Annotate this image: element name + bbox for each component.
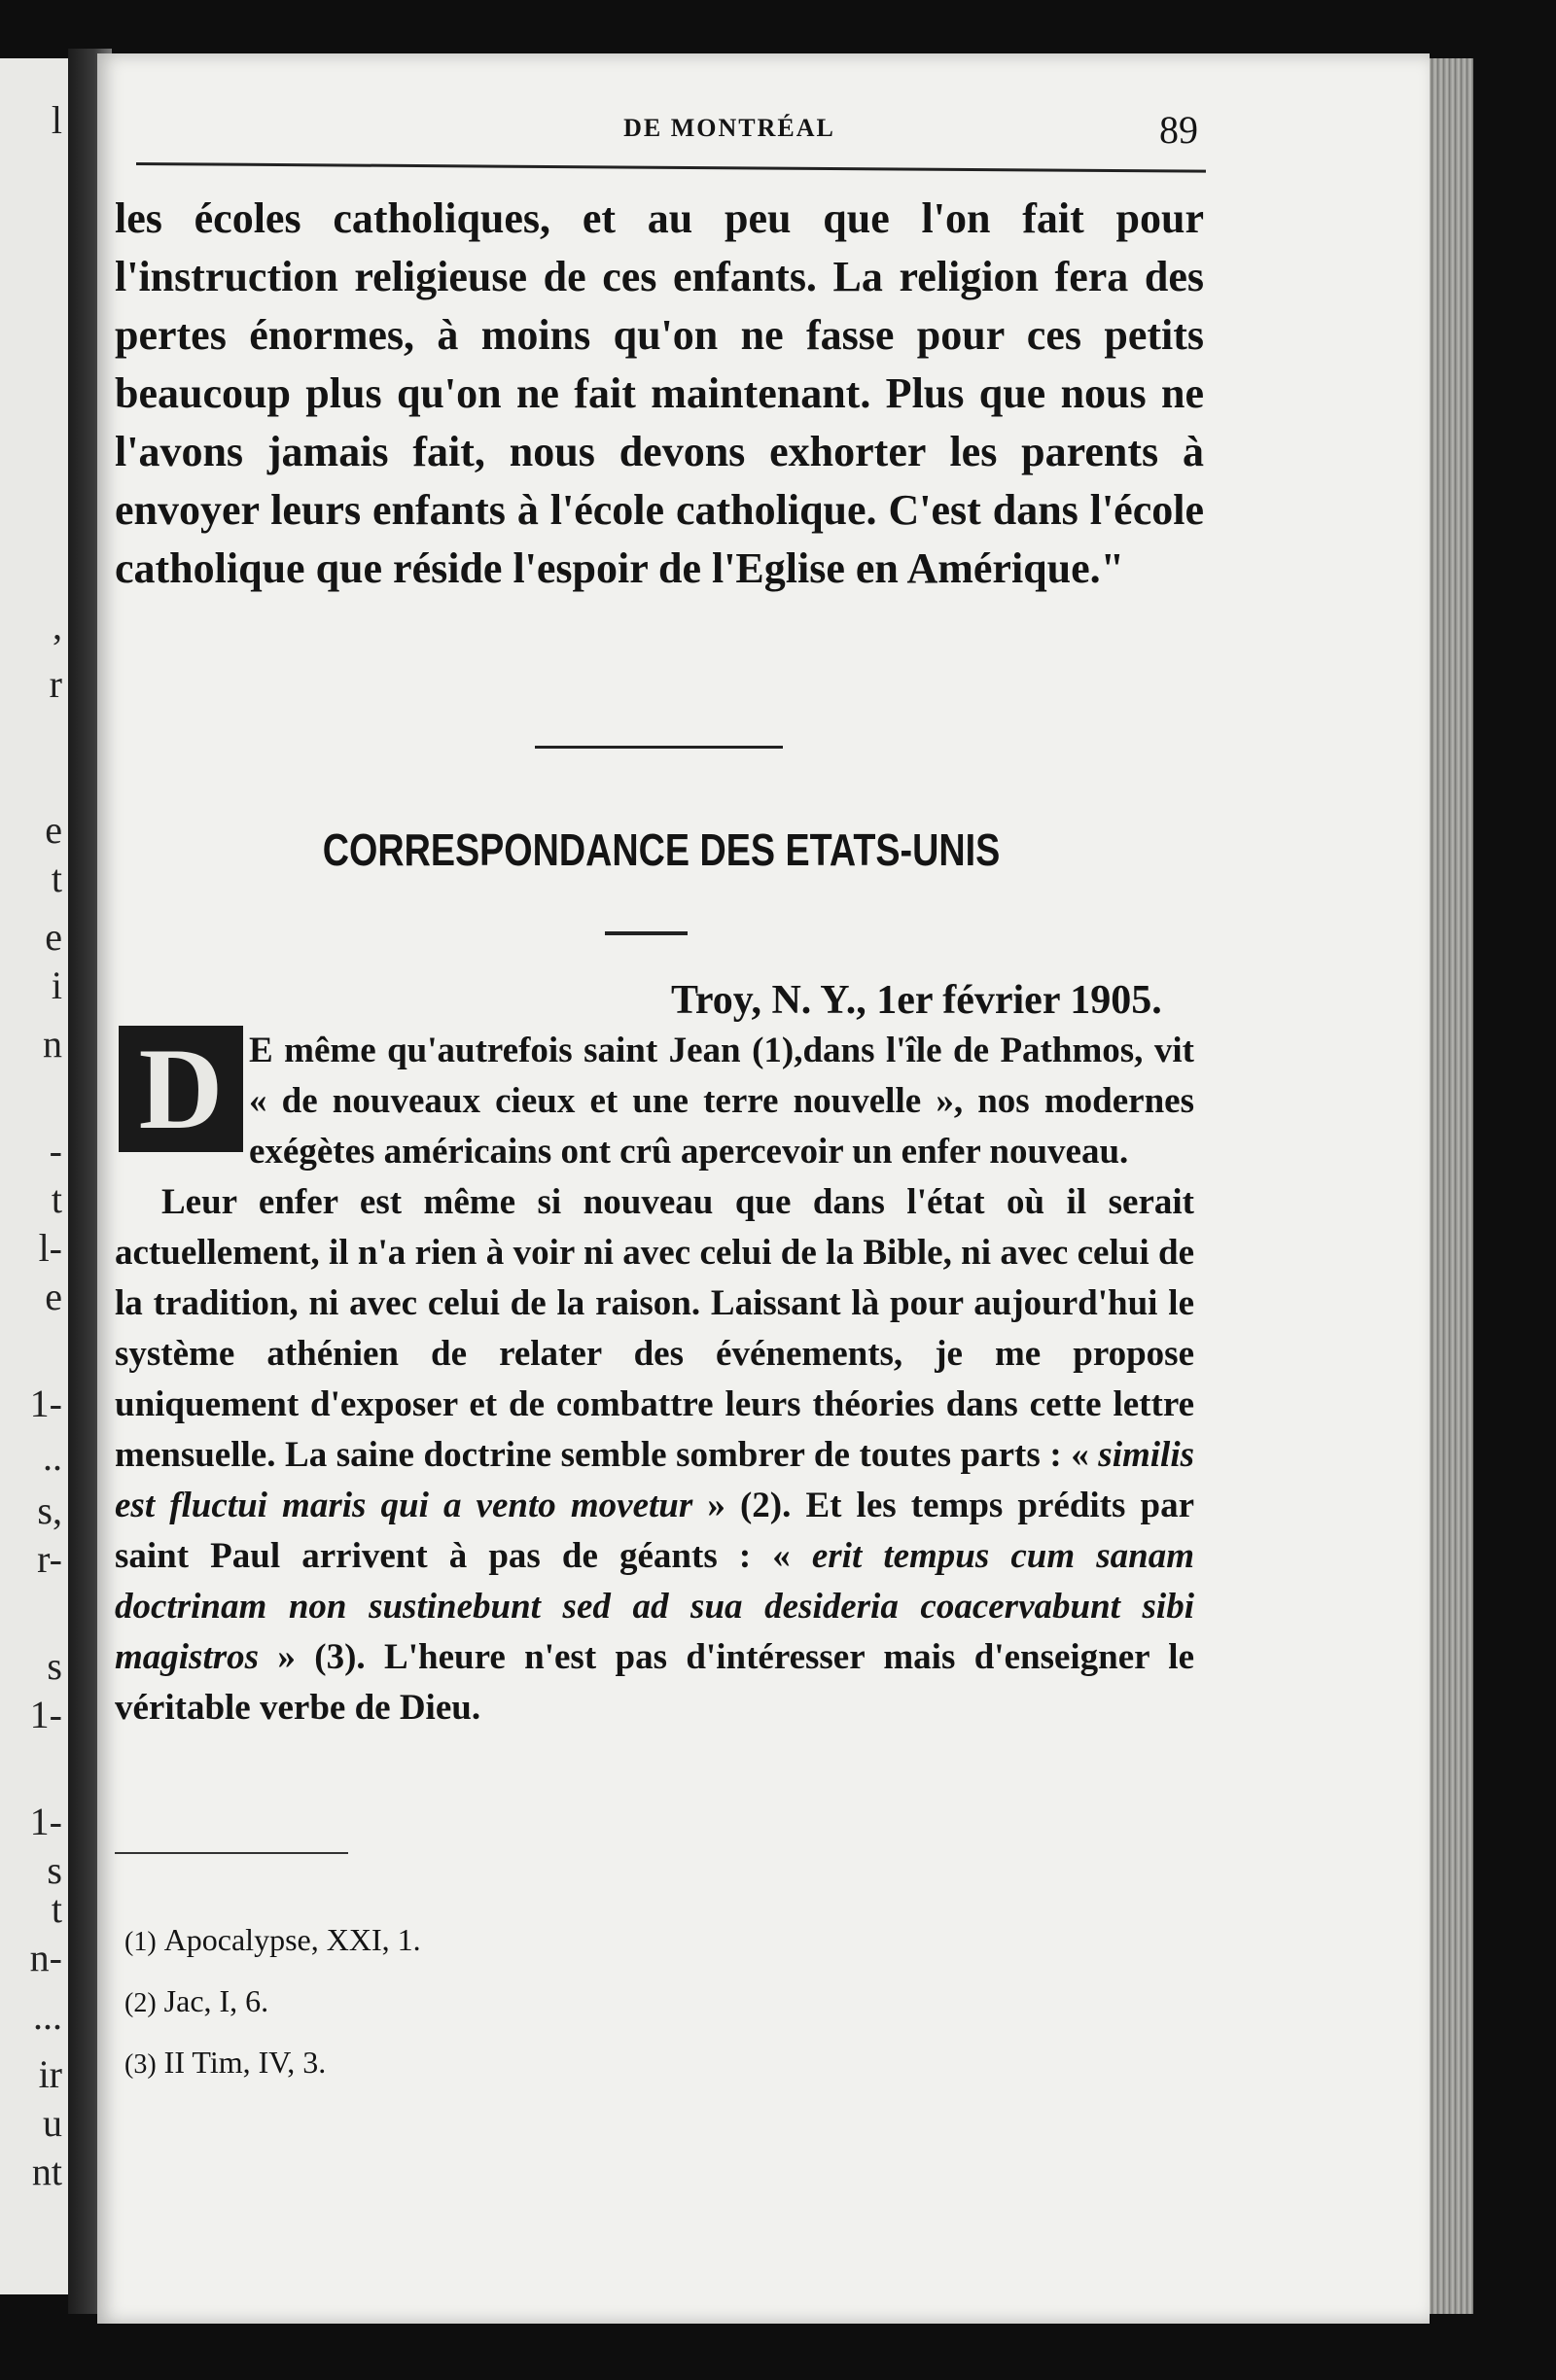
left-page-char: l- xyxy=(38,1226,62,1270)
second-paragraph xyxy=(115,1177,1194,1733)
left-page-char: u xyxy=(43,2101,62,2145)
left-page-char: r xyxy=(49,662,62,706)
latin-quote-2: erit tempus cum sanam doctrinam non sustinebunt sed ad sua desideria coacervabunt sibi magistros xyxy=(115,1536,1194,1677)
left-page-char: n- xyxy=(29,1936,62,1979)
left-page-char: 1- xyxy=(29,1800,62,1843)
left-page-char: s, xyxy=(37,1488,62,1532)
footnote-2 xyxy=(124,1972,805,2033)
p2-text-3: » (3). L'heure n'est pas d'intéresser mais d'enseigner le véritable verbe de Dieu. xyxy=(115,1637,1194,1728)
left-page-char: s xyxy=(47,1848,62,1892)
left-page-char: 1- xyxy=(29,1693,62,1736)
footnote-text: II Tim, IV, 3. xyxy=(163,2045,327,2080)
page-number: 89 xyxy=(1159,108,1198,152)
footnote-number: (1) xyxy=(124,1927,157,1957)
left-page-char: t xyxy=(51,1177,62,1221)
p2-text-2: » (2). Et les temps prédits par saint Paul arrivent à pas de géants : « xyxy=(115,1486,1194,1576)
running-head: DE MONTRÉAL xyxy=(623,114,835,142)
footnote-text: Apocalypse, XXI, 1. xyxy=(163,1922,421,1957)
left-page-char: e xyxy=(45,915,62,959)
footnote-text: Jac, I, 6. xyxy=(163,1983,269,2018)
footnotes xyxy=(124,1910,805,2094)
left-page-char: , xyxy=(53,604,62,648)
left-page-char: ... xyxy=(33,1994,62,2038)
left-page-char: .. xyxy=(43,1435,62,1479)
left-page-char: n xyxy=(43,1022,62,1066)
left-page-char: e xyxy=(45,1275,62,1318)
left-page-char: e xyxy=(45,808,62,852)
p2-text-1: Leur enfer est même si nouveau que dans l'état où il serait actuellement, il n'a rien à voir ni avec celui de la Bible, ni avec celui de la tradition, ni avec celui de la raison. Laissant là pour aujourd'hui le système athénien de relater des événements, je me propose uniquement d'exposer et de combattre leurs théories dans cette lettre mensuelle. La saine doctrine semble sombrer de toutes parts : « xyxy=(115,1182,1194,1475)
left-page-char: r- xyxy=(37,1537,62,1581)
book-page xyxy=(97,53,1430,2324)
left-page-char: t xyxy=(51,1887,62,1931)
first-paragraph: E même qu'autrefois saint Jean (1),dans l'île de Pathmos, vit « de nouveaux cieux et une terre nouvelle », nos modernes exégètes américains ont crû apercevoir un enfer nouveau. xyxy=(249,1031,1194,1172)
left-page-char: l xyxy=(51,98,62,142)
section-divider xyxy=(535,746,783,749)
left-page-char: s xyxy=(47,1644,62,1688)
footnote-rule xyxy=(115,1852,348,1854)
footnote-1 xyxy=(124,1910,805,1972)
footnote-3 xyxy=(124,2033,805,2094)
header-rule xyxy=(136,162,1206,173)
left-page-char: nt xyxy=(31,2150,62,2193)
left-page-char: - xyxy=(49,1129,62,1172)
left-page-char: t xyxy=(51,857,62,900)
section-title: CORRESPONDANCE DES ETATS-UNIS xyxy=(322,824,1001,875)
left-page-char: 1- xyxy=(29,1382,62,1425)
footnote-number: (3) xyxy=(124,2049,157,2080)
left-page-char: ir xyxy=(38,2052,62,2096)
dateline: Troy, N. Y., 1er février 1905. xyxy=(671,978,1162,1023)
letter-body xyxy=(115,1026,1194,1733)
title-underline xyxy=(605,931,688,935)
continuation-text: les écoles catholiques, et au peu que l'on fait pour l'instruction religieuse de ces enfants. La religion fera des pertes énormes, à moins qu'on ne fasse pour ces petits beaucoup plus qu'on ne fait maintenant. Plus que nous ne l'avons jamais fait, nous devons exhorter les parents à envoyer leurs enfants à l'école catholique. C'est dans l'école catholique que réside l'espoir de l'Eglise en Amérique." xyxy=(115,194,1204,592)
drop-cap-letter: D xyxy=(138,1024,224,1153)
left-page-fragment xyxy=(0,58,68,2294)
continuation-paragraph xyxy=(115,190,1204,598)
left-page-char: i xyxy=(51,963,62,1007)
latin-quote-1: similis est fluctui maris qui a vento movetur xyxy=(115,1435,1194,1525)
footnote-number: (2) xyxy=(124,1988,157,2018)
